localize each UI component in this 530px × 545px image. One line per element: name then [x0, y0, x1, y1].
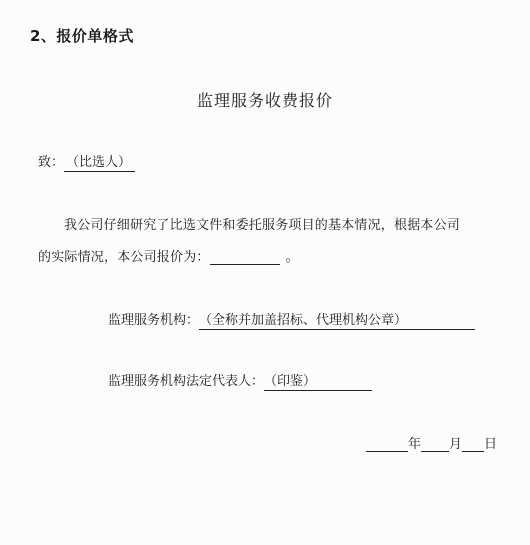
representative-line — [108, 370, 372, 391]
representative-label: 监理服务机构法定代表人： — [108, 374, 265, 389]
day-field[interactable] — [462, 437, 484, 452]
organization-hint: （全称并加盖招标、代理机构公章） — [199, 313, 408, 328]
recipient-line — [38, 151, 135, 172]
recipient-label: 致： — [38, 155, 65, 170]
document-title: 监理服务收费报价 — [196, 91, 333, 110]
quote-period: 。 — [285, 250, 299, 265]
month-field[interactable] — [421, 437, 449, 452]
month-label: 月 — [449, 437, 463, 452]
quote-amount-field[interactable] — [210, 250, 280, 265]
date-line — [366, 433, 497, 452]
body-paragraph-line-2 — [38, 246, 299, 265]
organization-field[interactable] — [199, 313, 475, 330]
section-heading: 2、报价单格式 — [30, 27, 134, 45]
year-label: 年 — [408, 437, 422, 452]
day-label: 日 — [484, 437, 498, 452]
recipient-field[interactable]: （比选人） — [64, 155, 135, 172]
representative-hint: （印鉴） — [264, 374, 317, 389]
representative-field[interactable] — [264, 374, 372, 391]
body-paragraph-line-1: 我公司仔细研究了比选文件和委托服务项目的基本情况，根据本公司 — [64, 218, 461, 233]
organization-line — [108, 309, 475, 330]
year-field[interactable] — [366, 437, 408, 452]
quote-label: 的实际情况，本公司报价为： — [38, 250, 210, 265]
organization-label: 监理服务机构： — [108, 313, 200, 328]
